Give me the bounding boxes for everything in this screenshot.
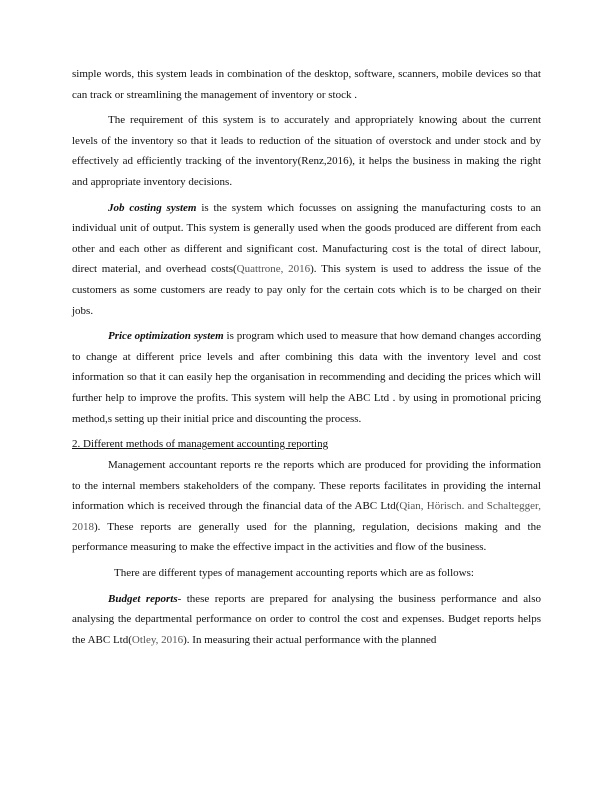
term-price-optimization: Price optimization system bbox=[108, 330, 224, 343]
term-job-costing: Job costing system bbox=[108, 201, 197, 214]
budget-reports-text-a: - these reports are prepared for analysing the business performance and also analysing the departmental performance on order to control the cost and expenses. Budget reports helps the ABC Ltd( bbox=[72, 592, 541, 646]
section-heading: 2. Different methods of management accounting reporting bbox=[72, 438, 329, 451]
document-page bbox=[72, 64, 541, 655]
management-reports-text-b: ). These reports are generally used for the planning, regulation, decisions making and the performance measuring to make the effective impact in the activities and flow of the business. bbox=[72, 520, 541, 554]
job-costing-text-a: is the system which focusses on assigning the manufacturing costs to an individual unit of output. This system is generally used when the goods produced are different from each other and each other as different and significant cost. Manufacturing cost is the total of direct labour, direct material, and overhead costs( bbox=[72, 201, 541, 276]
price-optimization-text: is program which used to measure that how demand changes according to change at different price levels and after combining this data with the inventory level and cost information so that it can easily hep the organisation in recommending and deciding the prices which will further help to improve the profits. This system will help the ABC Ltd . by using in promotional pricing method,s setting up their initial price and discounting the process. bbox=[72, 330, 541, 425]
citation-qian: Qian, Hörisch. and Schaltegger, 2018 bbox=[72, 500, 541, 533]
paragraph-management-reports bbox=[72, 455, 541, 558]
job-costing-text-b: ). This system is used to address the issue of the customers as some customers are ready to pay only for the certain cots which is to be charged on their jobs. bbox=[72, 263, 541, 317]
paragraph-budget-reports bbox=[72, 589, 541, 651]
paragraph-price-optimization bbox=[72, 326, 541, 429]
citation-otley: Otley, 2016 bbox=[131, 633, 184, 646]
paragraph-report-types: There are different types of management accounting reports which are as follows: bbox=[114, 567, 474, 580]
budget-reports-text-b: ). In measuring their actual performance with the planned bbox=[183, 633, 437, 646]
paragraph-inventory-requirement: The requirement of this system is to accurately and appropriately knowing about the current levels of the inventory so that it leads to reduction of the situation of overstock and under stock and by effectively ad efficiently tracking of the inventory(Renz,2016), it helps the business in making the right and appropriate inventory decisions. bbox=[72, 114, 541, 188]
term-budget-reports: Budget reports bbox=[108, 592, 178, 605]
paragraph-inventory-intro: simple words, this system leads in combination of the desktop, software, scanners, mobile devices so that can track or streamlining the management of inventory or stock . bbox=[72, 68, 541, 101]
management-reports-text-a: Management accountant reports re the reports which are produced for providing the information to the internal members stakeholders of the company. These reports facilitates in providing the internal information which is received through the financial data of the ABC Ltd( bbox=[72, 459, 541, 513]
paragraph-job-costing bbox=[72, 198, 541, 322]
citation-quattrone: Quattrone, 2016 bbox=[236, 263, 311, 276]
